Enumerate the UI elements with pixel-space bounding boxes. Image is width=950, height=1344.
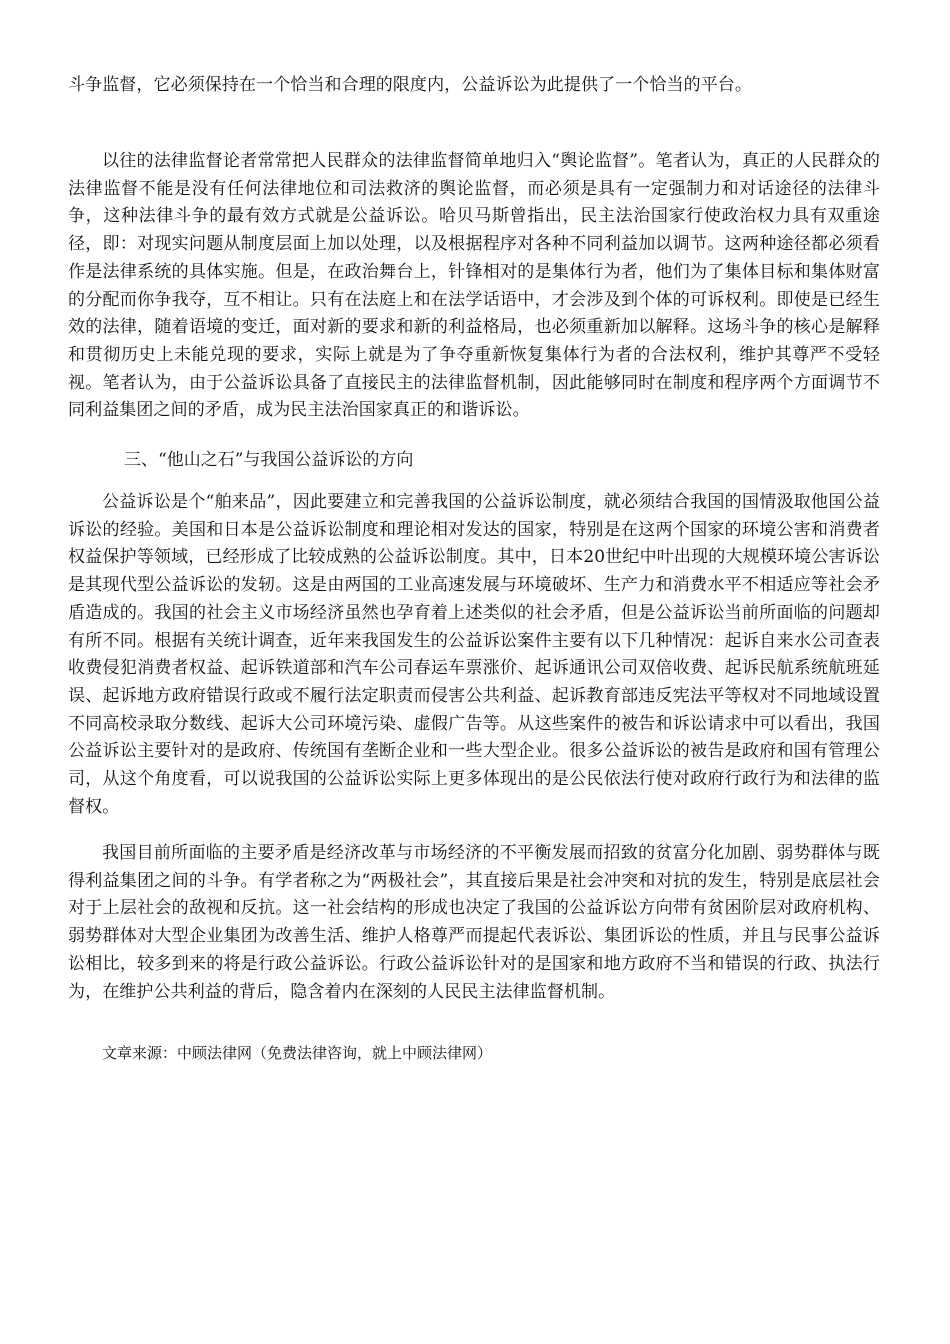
section-heading: 三、“他山之石”与我国公益诉讼的方向 <box>124 450 414 470</box>
body-paragraph-legal-supervision: 以往的法律监督论者常常把人民群众的法律监督简单地归入“舆论监督”。笔者认为，真正的人民群众的法律监督不能是没有任何法律地位和司法救济的舆论监督，而必须是具有一定强制力和对话途径的法律斗争，这种法律斗争的最有效方式就是公益诉讼。哈贝马斯曾指出，民主法治国家行使政治权力具有双重途径，即：对现实问题从制度层面上加以处理，以及根据程序对各种不同利益加以调节。这两种途径都必须看作是法律系统的具体实施。但是，在政治舞台上，针锋相对的是集体行为者，他们为了集体目标和集体财富的分配而你争我夺，互不相让。只有在法庭上和在法学话语中，才会涉及到个体的可诉权利。即使是已经生效的法律，随着语境的变迁，面对新的要求和新的利益格局，也必须重新加以解释。这场斗争的核心是解释和贯彻历史上未能兑现的要求，实际上就是为了争夺重新恢复集体行为者的合法权利，维护其尊严不受轻视。笔者认为，由于公益诉讼具备了直接民主的法律监督机制，因此能够同时在制度和程序两个方面调节不同利益集团之间的矛盾，成为民主法治国家真正的和谐诉讼。 <box>68 151 880 421</box>
body-paragraph-foreign-experience: 公益诉讼是个“舶来品”，因此要建立和完善我国的公益诉讼制度，就必须结合我国的国情汲取他国公益诉讼的经验。美国和日本是公益诉讼制度和理论相对发达的国家，特别是在这两个国家的环境公害和消费者权益保护等领域，已经形成了比较成熟的公益诉讼制度。其中，日本20世纪中叶出现的大规模环境公害诉讼是其现代型公益诉讼的发轫。这是由两国的工业高速发展与环境破坏、生产力和消费水平不相适应等社会矛盾造成的。我国的社会主义市场经济虽然也孕育着上述类似的社会矛盾，但是公益诉讼当前所面临的问题却有所不同。根据有关统计调查，近年来我国发生的公益诉讼案件主要有以下几种情况：起诉自来水公司查表收费侵犯消费者权益、起诉铁道部和汽车公司春运车票涨价、起诉通讯公司双倍收费、起诉民航系统航班延误、起诉地方政府错误行政或不履行法定职责而侵害公共利益、起诉教育部违反宪法平等权对不同地域设置不同高校录取分数线、起诉大公司环境污染、虚假广告等。从这些案件的被告和诉讼请求中可以看出，我国公益诉讼主要针对的是政府、传统国有垄断企业和一些大型企业。很多公益诉讼的被告是政府和国有管理公司，从这个角度看，可以说我国的公益诉讼实际上更多体现出的是公民依法行使对政府行政行为和法律的监督权。 <box>68 492 880 817</box>
article-source-line: 文章来源：中顾法律网（免费法律咨询，就上中顾法律网） <box>102 1044 493 1062</box>
continuation-paragraph: 斗争监督，它必须保持在一个恰当和合理的限度内，公益诉讼为此提供了一个恰当的平台。 <box>68 75 752 95</box>
body-paragraph-social-conflict: 我国目前所面临的主要矛盾是经济改革与市场经济的不平衡发展而招致的贫富分化加剧、弱势群体与既得利益集团之间的斗争。有学者称之为“两极社会”，其直接后果是社会冲突和对抗的发生，特别是底层社会对于上层社会的敌视和反抗。这一社会结构的形成也决定了我国的公益诉讼方向带有贫困阶层对政府机构、弱势群体对大型企业集团为改善生活、维护人格尊严而提起代表诉讼、集团诉讼的性质，并且与民事公益诉讼相比，较多到来的将是行政公益诉讼。行政公益诉讼针对的是国家和地方政府不当和错误的行政、执法行为，在维护公共利益的背后，隐含着内在深刻的人民民主法律监督机制。 <box>68 843 880 1002</box>
